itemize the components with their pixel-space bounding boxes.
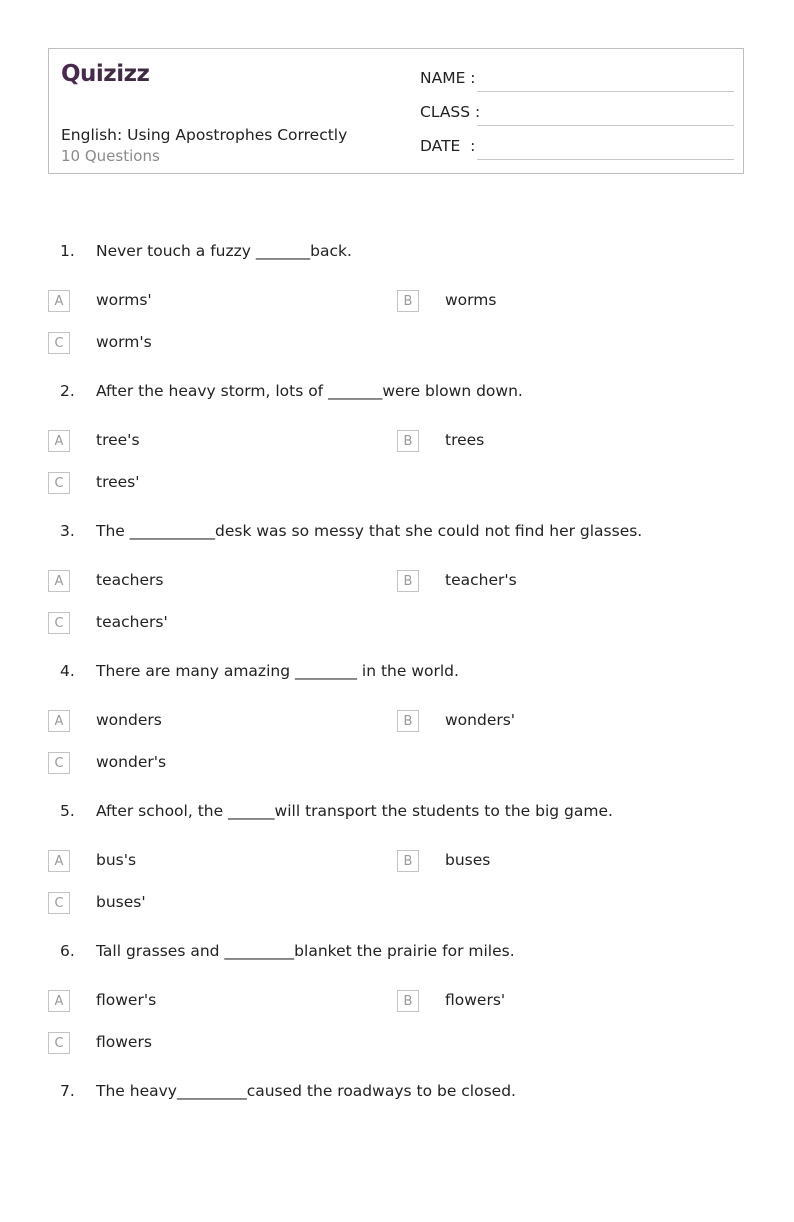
answer-option-b[interactable] bbox=[397, 430, 697, 454]
option-letter-box[interactable]: A bbox=[48, 710, 70, 732]
option-text: teachers bbox=[96, 571, 164, 589]
question-text: Never touch a fuzzy _______back. bbox=[96, 242, 352, 260]
question-text: After school, the ______will transport the students to the big game. bbox=[96, 802, 613, 820]
question-item bbox=[0, 802, 794, 942]
quizizz-logo-icon bbox=[61, 59, 153, 85]
option-text: teachers' bbox=[96, 613, 168, 631]
question-text: The ___________desk was so messy that she could not find her glasses. bbox=[96, 522, 643, 540]
question-item bbox=[0, 382, 794, 522]
option-text: worms' bbox=[96, 291, 152, 309]
quizizz-logo bbox=[61, 59, 153, 91]
question-text: The heavy_________caused the roadways to be closed. bbox=[96, 1082, 516, 1100]
option-text: trees' bbox=[96, 473, 140, 491]
class-label: CLASS : bbox=[420, 103, 481, 121]
question-count: 10 Questions bbox=[61, 147, 160, 165]
option-text: trees bbox=[445, 431, 485, 449]
option-text: wonders bbox=[96, 711, 162, 729]
date-field[interactable] bbox=[420, 137, 734, 159]
question-text: There are many amazing ________ in the world. bbox=[96, 662, 459, 680]
question-item bbox=[0, 662, 794, 802]
option-letter-box[interactable]: C bbox=[48, 892, 70, 914]
option-text: wonders' bbox=[445, 711, 516, 729]
answer-option-b[interactable] bbox=[397, 850, 697, 874]
answer-option-a[interactable] bbox=[48, 570, 348, 594]
option-letter-box[interactable]: B bbox=[397, 710, 419, 732]
question-number: 1. bbox=[60, 242, 75, 260]
answer-option-c[interactable] bbox=[48, 332, 348, 356]
option-text: flowers' bbox=[445, 991, 506, 1009]
question-text: After the heavy storm, lots of _______were blown down. bbox=[96, 382, 523, 400]
option-letter-box[interactable]: B bbox=[397, 850, 419, 872]
answer-option-b[interactable] bbox=[397, 990, 697, 1014]
answer-option-a[interactable] bbox=[48, 290, 348, 314]
option-text: bus's bbox=[96, 851, 137, 869]
option-text: flower's bbox=[96, 991, 157, 1009]
option-letter-box[interactable]: B bbox=[397, 990, 419, 1012]
question-item bbox=[0, 1082, 794, 1222]
question-number: 2. bbox=[60, 382, 75, 400]
answer-option-a[interactable] bbox=[48, 430, 348, 454]
answer-option-c[interactable] bbox=[48, 1032, 348, 1056]
class-field[interactable] bbox=[420, 103, 734, 125]
worksheet-header bbox=[48, 48, 744, 174]
question-number: 3. bbox=[60, 522, 75, 540]
svg-text:Quizizz: Quizizz bbox=[61, 61, 150, 85]
question-number: 5. bbox=[60, 802, 75, 820]
answer-option-c[interactable] bbox=[48, 892, 348, 916]
option-text: tree's bbox=[96, 431, 140, 449]
answer-option-a[interactable] bbox=[48, 990, 348, 1014]
answer-option-b[interactable] bbox=[397, 290, 697, 314]
option-letter-box[interactable]: A bbox=[48, 990, 70, 1012]
option-text: worms bbox=[445, 291, 497, 309]
option-text: buses bbox=[445, 851, 491, 869]
question-item bbox=[0, 242, 794, 382]
answer-option-b[interactable] bbox=[397, 710, 697, 734]
option-letter-box[interactable]: B bbox=[397, 290, 419, 312]
option-letter-box[interactable]: C bbox=[48, 472, 70, 494]
option-text: teacher's bbox=[445, 571, 517, 589]
answer-option-a[interactable] bbox=[48, 710, 348, 734]
answer-option-c[interactable] bbox=[48, 612, 348, 636]
answer-option-c[interactable] bbox=[48, 752, 348, 776]
question-text: Tall grasses and _________blanket the prairie for miles. bbox=[96, 942, 515, 960]
option-letter-box[interactable]: B bbox=[397, 430, 419, 452]
option-letter-box[interactable]: C bbox=[48, 332, 70, 354]
worksheet-title: English: Using Apostrophes Correctly bbox=[61, 126, 348, 144]
option-letter-box[interactable]: C bbox=[48, 752, 70, 774]
option-letter-box[interactable]: A bbox=[48, 850, 70, 872]
answer-option-c[interactable] bbox=[48, 472, 348, 496]
question-item bbox=[0, 942, 794, 1082]
option-letter-box[interactable]: C bbox=[48, 1032, 70, 1054]
option-letter-box[interactable]: C bbox=[48, 612, 70, 634]
date-line[interactable] bbox=[477, 159, 734, 160]
question-number: 4. bbox=[60, 662, 75, 680]
name-field[interactable] bbox=[420, 69, 734, 91]
answer-option-a[interactable] bbox=[48, 850, 348, 874]
option-text: buses' bbox=[96, 893, 146, 911]
option-text: flowers bbox=[96, 1033, 152, 1051]
class-line[interactable] bbox=[477, 125, 734, 126]
option-text: worm's bbox=[96, 333, 152, 351]
date-label: DATE : bbox=[420, 137, 476, 155]
option-letter-box[interactable]: A bbox=[48, 290, 70, 312]
question-item bbox=[0, 522, 794, 662]
name-line[interactable] bbox=[477, 91, 734, 92]
option-text: wonder's bbox=[96, 753, 167, 771]
option-letter-box[interactable]: B bbox=[397, 570, 419, 592]
option-letter-box[interactable]: A bbox=[48, 570, 70, 592]
question-number: 7. bbox=[60, 1082, 75, 1100]
answer-option-b[interactable] bbox=[397, 570, 697, 594]
question-number: 6. bbox=[60, 942, 75, 960]
option-letter-box[interactable]: A bbox=[48, 430, 70, 452]
name-label: NAME : bbox=[420, 69, 476, 87]
